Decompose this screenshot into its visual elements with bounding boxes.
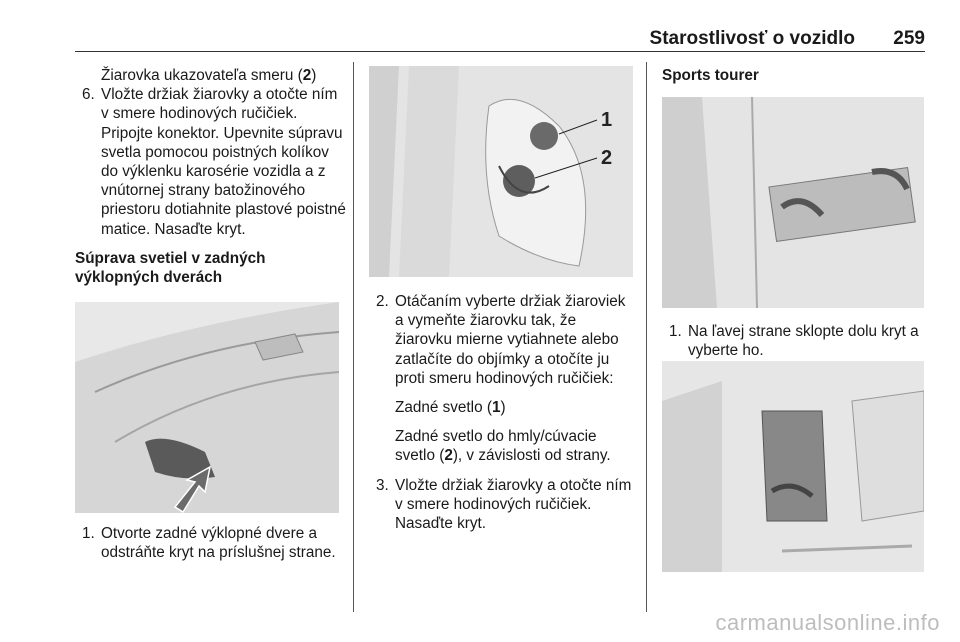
bulb-holder-figure [369,66,633,277]
step-1: 1. Otvorte zadné výklopné dvere a odstráňte kryt na príslušnej strane. [82,525,336,562]
trunk-side-figure [662,361,924,572]
tailgate-figure [75,302,339,513]
column-3-text [662,322,932,360]
step-3: 3. Vložte držiak žiarovky a otočte ním v smere hodinových ručičiek. Nasaďte kryt. [376,476,632,533]
column-1-text-top [75,66,347,287]
page-header [75,26,925,52]
callout-1: 1 [601,109,613,131]
column-1-text-bottom [75,524,347,562]
watermark: carmanualsonline.info [715,610,940,635]
page-number: 259 [893,28,925,49]
intro-line: Žiarovka ukazovateľa smeru (2) [101,67,317,84]
page-title: Starostlivosť o vozidlo [649,28,855,49]
trunk-cover-figure [662,97,924,308]
column-divider [353,62,354,612]
section-heading: Súprava svetiel v zadných výklopných dverách [75,249,266,287]
column-3-heading [662,66,932,85]
sub-item-rear-light: Zadné svetlo (1) [395,399,506,417]
step-1-sports-tourer: 1. Na ľavej strane sklopte dolu kryt a vyberte ho. [669,323,919,360]
column-divider [646,62,647,612]
sub-item-fog-reverse-light: Zadné svetlo do hmly/cúvacie svetlo (2), v závislosti od strany. [395,428,611,465]
step-6: 6. Vložte držiak žiarovky a otočte ním v smere hodinových ručičiek. Pripojte konektor. Upevnite súpravu svetla pomocou poistných kolíkov do výklenku karosérie vozidla a z vnútornej strany batožinového priestoru dotiahnite plastové poistné matice. Nasaďte kryt. [82,86,346,238]
column-2-text [369,292,637,533]
step-2: 2. Otáčaním vyberte držiak žiaroviek a vymeňte žiarovku tak, že žiarovku mierne vytiahnete alebo zatlačíte do objímky a otočíte ju proti smeru hodinových ručičiek: [376,293,626,387]
callout-2: 2 [601,147,613,169]
section-heading-sports-tourer: Sports tourer [662,67,759,84]
